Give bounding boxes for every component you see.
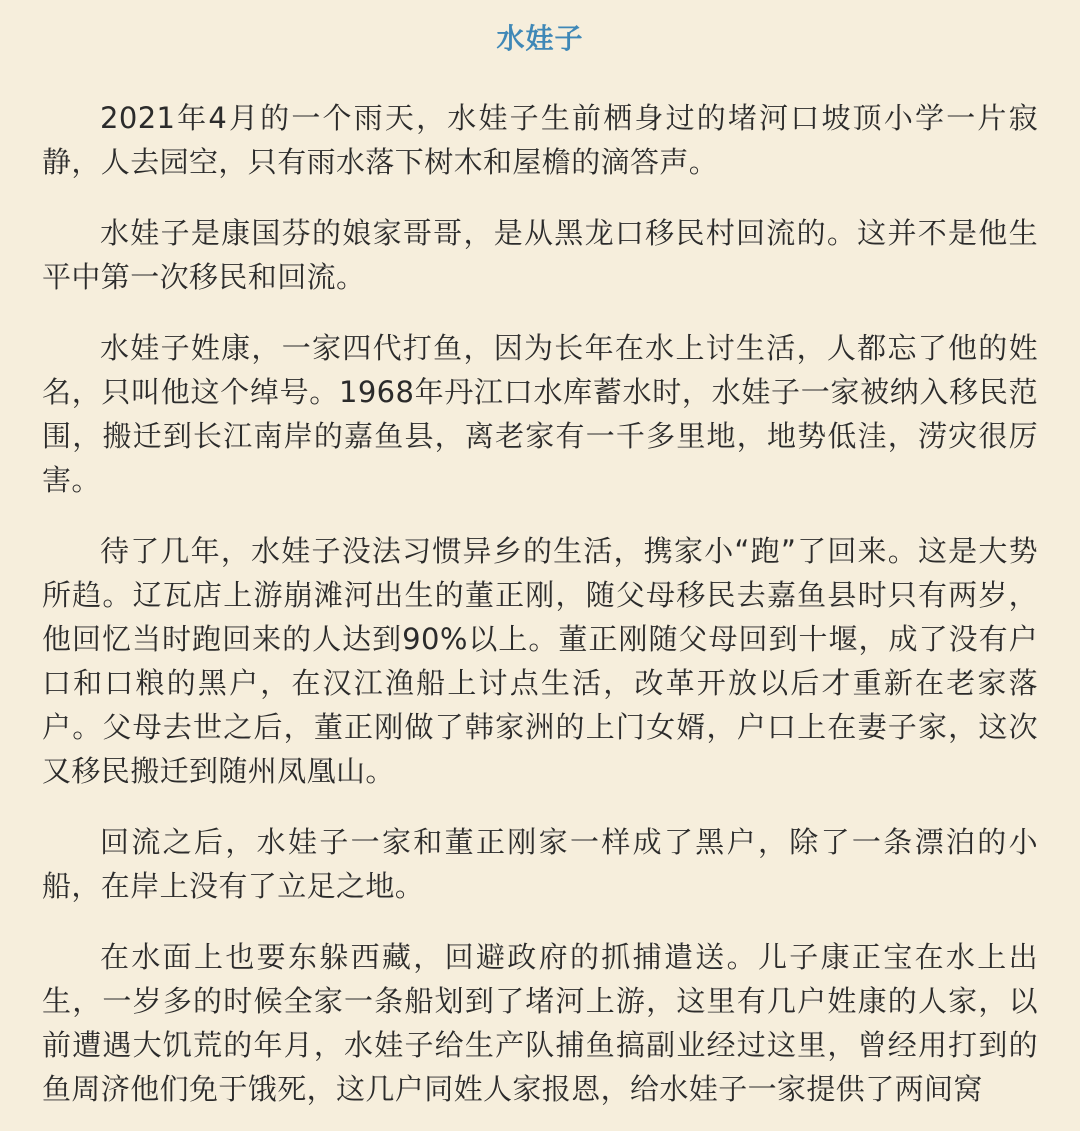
article-paragraph-6: 在水面上也要东躲西藏，回避政府的抓捕遣送。儿子康正宝在水上出生，一岁多的时候全家一条船划到了堵河上游，这里有几户姓康的人家，以前遭遇大饥荒的年月，水娃子给生产队捕鱼搞副业经过这里，曾经用打到的鱼周济他们免于饿死，这几户同姓人家报恩，给水娃子一家提供了两间窝: [42, 940, 1038, 1106]
article-paragraph-4: 待了几年，水娃子没法习惯异乡的生活，携家小“跑”了回来。这是大势所趋。辽瓦店上游崩滩河出生的董正刚，随父母移民去嘉鱼县时只有两岁，他回忆当时跑回来的人达到90%以上。董正刚随父母回到十堰，成了没有户口和口粮的黑户，在汉江渔船上讨点生活，改革开放以后才重新在老家落户。父母去世之后，董正刚做了韩家洲的上门女婿，户口上在妻子家，这次又移民搬迁到随州凤凰山。: [42, 534, 1038, 788]
article-paragraph-5: 回流之后，水娃子一家和董正刚家一样成了黑户，除了一条漂泊的小船，在岸上没有了立足之地。: [42, 825, 1038, 903]
article-paragraph-2: 水娃子是康国芬的娘家哥哥，是从黑龙口移民村回流的。这并不是他生平中第一次移民和回流。: [42, 216, 1038, 294]
article-paragraph-1: 2021年4月的一个雨天，水娃子生前栖身过的堵河口坡顶小学一片寂静，人去园空，只有雨水落下树木和屋檐的滴答声。: [42, 101, 1038, 179]
article-title: 水娃子: [496, 22, 584, 55]
article-paragraph-3: 水娃子姓康，一家四代打鱼，因为长年在水上讨生活，人都忘了他的姓名，只叫他这个绰号。1968年丹江口水库蓄水时，水娃子一家被纳入移民范围，搬迁到长江南岸的嘉鱼县，离老家有一千多里地，地势低洼，涝灾很厉害。: [42, 331, 1038, 497]
